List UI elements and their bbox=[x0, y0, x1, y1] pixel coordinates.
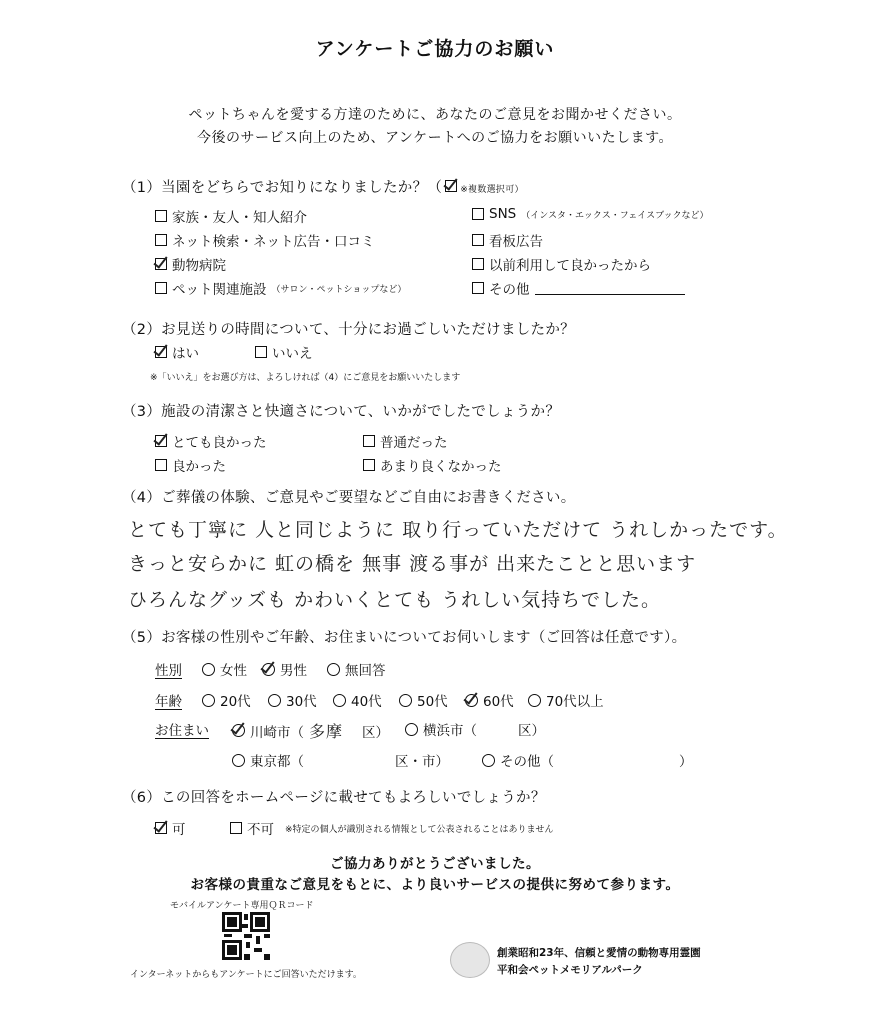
memorial-park-logo bbox=[450, 942, 490, 978]
radio[interactable] bbox=[202, 663, 215, 676]
age-option-20s[interactable]: 20代 bbox=[202, 690, 251, 710]
q1-option-net[interactable]: ネット検索・ネット広告・口コミ bbox=[155, 230, 375, 250]
residence-label: お住まい bbox=[155, 723, 209, 739]
q1-option-sign[interactable]: 看板広告 bbox=[472, 230, 543, 250]
age-label: 年齢 bbox=[155, 694, 182, 710]
residence-option-kawasaki[interactable]: 川崎市（ 多摩 区） bbox=[232, 719, 389, 742]
internet-note: インターネットからもアンケートにご回答いただけます。 bbox=[130, 970, 362, 980]
radio[interactable] bbox=[232, 754, 245, 767]
q1-question: （1）当園をどちらでお知りになりましたか？（ ※複数選択可） bbox=[122, 180, 524, 196]
checkbox[interactable] bbox=[255, 346, 267, 358]
checkbox[interactable] bbox=[155, 210, 167, 222]
q1-option-previous[interactable]: 以前利用して良かったから bbox=[472, 254, 651, 274]
intro-line-1: ペットちゃんを愛する方達のために、あなたのご意見をお聞かせください。 bbox=[188, 107, 682, 123]
checkbox[interactable] bbox=[155, 459, 167, 471]
q3-option-normal[interactable]: 普通だった bbox=[363, 431, 448, 451]
radio[interactable] bbox=[482, 754, 495, 767]
q4-answer-line-1: とても丁寧に 人と同じように 取り行っていただけて うれしかったです。 bbox=[128, 519, 788, 541]
thanks-line-1: ご協力ありがとうございました。 bbox=[330, 856, 540, 872]
radio[interactable] bbox=[333, 694, 346, 707]
radio[interactable] bbox=[405, 723, 418, 736]
gender-option-female[interactable]: 女性 bbox=[202, 659, 247, 679]
qr-code[interactable] bbox=[222, 912, 270, 960]
q1-multi-label: ※複数選択可） bbox=[460, 185, 524, 195]
radio[interactable] bbox=[399, 694, 412, 707]
q1-option-hospital[interactable]: 動物病院 bbox=[155, 254, 226, 274]
kawasaki-ward-handwritten: 多摩 bbox=[309, 722, 344, 741]
q1-option-other[interactable]: その他 bbox=[472, 278, 685, 298]
residence-option-other[interactable]: その他（ ） bbox=[482, 750, 693, 770]
qr-caption: モバイルアンケート専用ＱＲコード bbox=[170, 901, 314, 911]
checkbox-checked[interactable] bbox=[155, 435, 167, 447]
gender-label: 性別 bbox=[155, 663, 182, 679]
gender-option-male[interactable]: 男性 bbox=[262, 659, 307, 679]
q2-option-no[interactable]: いいえ bbox=[255, 342, 313, 362]
intro-line-2: 今後のサービス向上のため、アンケートへのご協力をお願いいたします。 bbox=[197, 130, 673, 146]
q4-question: （4）ご葬儀の体験、ご意見やご要望などご自由にお書きください。 bbox=[122, 490, 576, 506]
residence-option-yokohama[interactable]: 横浜市（ 区） bbox=[405, 719, 545, 739]
radio[interactable] bbox=[528, 694, 541, 707]
checkbox[interactable] bbox=[363, 459, 375, 471]
q3-option-not-good[interactable]: あまり良くなかった bbox=[363, 455, 502, 475]
radio[interactable] bbox=[327, 663, 340, 676]
checkbox-checked[interactable] bbox=[155, 822, 167, 834]
multi-select-checkbox bbox=[445, 180, 457, 192]
q2-question: （2）お見送りの時間について、十分にお過ごしいただけましたか？ bbox=[122, 322, 575, 338]
q2-option-yes[interactable]: はい bbox=[155, 342, 199, 362]
checkbox[interactable] bbox=[155, 234, 167, 246]
org-name: 平和会ペットメモリアルパーク bbox=[497, 964, 643, 976]
thanks-line-2: お客様の貴重なご意見をもとに、より良いサービスの提供に努めて参ります。 bbox=[190, 877, 680, 893]
checkbox-checked[interactable] bbox=[155, 346, 167, 358]
radio[interactable] bbox=[202, 694, 215, 707]
q3-option-very-good[interactable]: とても良かった bbox=[155, 431, 267, 451]
checkbox[interactable] bbox=[472, 208, 484, 220]
q1-option-pet-facility[interactable]: ペット関連施設 （サロン・ペットショップなど） bbox=[155, 278, 406, 298]
q1-option-family[interactable]: 家族・友人・知人紹介 bbox=[155, 206, 307, 226]
q4-answer-line-3: ひろんなグッズも かわいくとても うれしい気持ちでした。 bbox=[128, 589, 661, 611]
q6-option-allow[interactable]: 可 bbox=[155, 818, 186, 838]
page-title: アンケートご協力のお願い bbox=[315, 38, 555, 60]
q6-option-deny[interactable]: 不可 ※特定の個人が識別される情報として公表されることはありません bbox=[230, 818, 554, 838]
residence-option-tokyo[interactable]: 東京都（ 区・市） bbox=[232, 750, 449, 770]
checkbox[interactable] bbox=[472, 234, 484, 246]
q2-note: ※「いいえ」をお選び方は、よろしければ（4）にご意見をお願いいたします bbox=[150, 373, 461, 383]
checkbox-checked[interactable] bbox=[155, 258, 167, 270]
age-option-40s[interactable]: 40代 bbox=[333, 690, 382, 710]
other-input-line[interactable] bbox=[535, 282, 685, 295]
q6-question: （6）この回答をホームページに載せてもよろしいでしょうか？ bbox=[122, 790, 546, 806]
q4-answer-line-2: きっと安らかに 虹の橋を 無事 渡る事が 出来たことと思います bbox=[128, 553, 697, 575]
q3-question: （3）施設の清潔さと快適さについて、いかがでしたでしょうか？ bbox=[122, 404, 561, 420]
radio-checked[interactable] bbox=[232, 724, 245, 737]
checkbox[interactable] bbox=[230, 822, 242, 834]
q1-option-sns[interactable]: SNS （インスタ・エックス・フェイスブックなど） bbox=[472, 206, 709, 222]
checkbox[interactable] bbox=[472, 258, 484, 270]
age-option-30s[interactable]: 30代 bbox=[268, 690, 317, 710]
org-tagline: 創業昭和23年、信頼と愛情の動物専用霊園 bbox=[497, 947, 701, 959]
radio-checked[interactable] bbox=[465, 694, 478, 707]
checkbox[interactable] bbox=[155, 282, 167, 294]
age-option-50s[interactable]: 50代 bbox=[399, 690, 448, 710]
radio[interactable] bbox=[268, 694, 281, 707]
gender-option-none[interactable]: 無回答 bbox=[327, 659, 386, 679]
age-option-70s-plus[interactable]: 70代以上 bbox=[528, 690, 604, 710]
q3-option-good[interactable]: 良かった bbox=[155, 455, 226, 475]
q5-question: （5）お客様の性別やご年齢、お住まいについてお伺いします（ご回答は任意です）。 bbox=[122, 630, 687, 646]
checkbox[interactable] bbox=[472, 282, 484, 294]
checkbox[interactable] bbox=[363, 435, 375, 447]
age-option-60s[interactable]: 60代 bbox=[465, 690, 514, 710]
radio-checked[interactable] bbox=[262, 663, 275, 676]
